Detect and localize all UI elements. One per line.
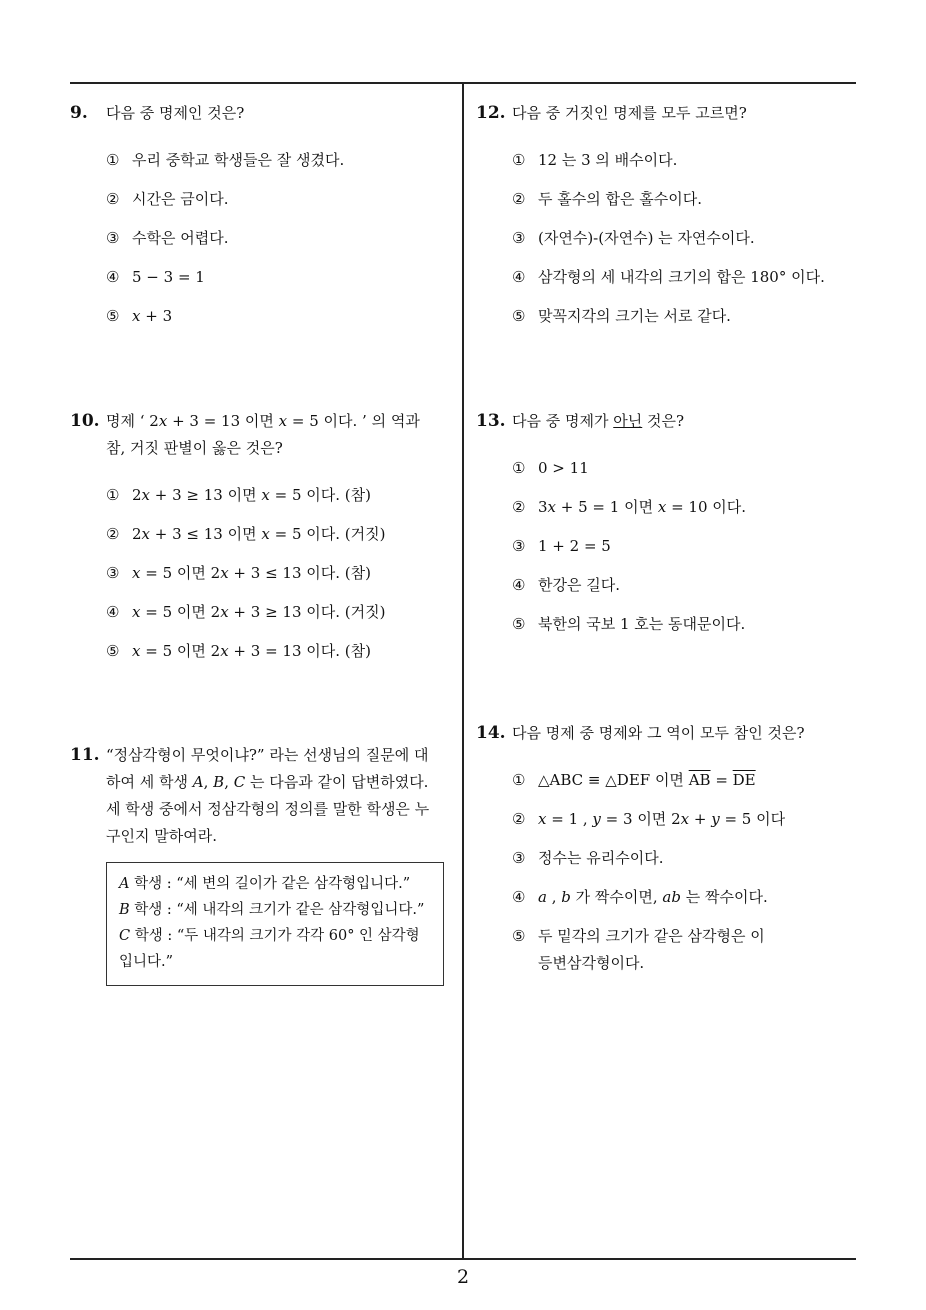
- option-text: 는 짝수이다.: [680, 888, 768, 906]
- box-text: 학생 : “두 내각의 크기가 각각 60° 인 삼각형 입니다.”: [119, 928, 420, 970]
- option-text: =: [710, 771, 733, 789]
- math-var: x: [141, 525, 151, 543]
- stem-text: + 3 = 13 이면: [167, 412, 279, 430]
- option-mark: ⑤: [512, 927, 526, 945]
- option-mark: ①: [106, 151, 120, 169]
- box-text: 학생 : “세 내각의 크기가 같은 삼각형입니다.”: [129, 902, 425, 918]
- option-text: 한강은 길다.: [538, 576, 620, 594]
- option-mark: ③: [512, 229, 526, 247]
- column-divider: [462, 82, 464, 1259]
- question-number: 14.: [476, 723, 506, 743]
- option-text: +: [689, 810, 712, 828]
- option-3[interactable]: [70, 560, 440, 587]
- math-var: x: [158, 412, 168, 430]
- option-text: = 3 이면 2: [600, 810, 681, 828]
- math-var: x: [657, 498, 667, 516]
- option-5[interactable]: [70, 303, 440, 330]
- math-var: x: [261, 486, 270, 504]
- option-text: = 5 이면 2: [140, 603, 221, 621]
- segment-de: $\overline{DE}$: [732, 771, 756, 789]
- math-var: x: [132, 603, 141, 621]
- question-10-stem: [70, 408, 440, 462]
- option-mark: ⑤: [106, 307, 120, 325]
- stem-text: 다음 중 명제가: [512, 412, 614, 430]
- option-2[interactable]: [476, 186, 846, 213]
- math-var: x: [220, 603, 229, 621]
- option-text: (자연수)-(자연수) 는 자연수이다.: [538, 229, 755, 247]
- option-text: 삼각형의 세 내각의 크기의 합은 180° 이다.: [538, 268, 825, 286]
- option-mark: ③: [106, 229, 120, 247]
- option-mark: ②: [512, 498, 526, 516]
- math-var: A: [119, 876, 130, 892]
- option-mark: ⑤: [512, 615, 526, 633]
- stem-text: ,: [203, 773, 214, 791]
- math-var: C: [119, 928, 131, 944]
- answer-box: [106, 862, 444, 986]
- option-text: + 5 = 1 이면: [556, 498, 658, 516]
- option-text: = 1 ,: [546, 810, 593, 828]
- math-var: x: [278, 412, 288, 430]
- option-text: = 5 이면 2: [140, 564, 221, 582]
- question-9: [70, 100, 440, 342]
- option-text: 1 + 2 = 5: [538, 537, 611, 555]
- math-var: x: [220, 564, 229, 582]
- option-text: 시간은 금이다.: [132, 190, 229, 208]
- math-var: x: [132, 307, 141, 325]
- question-11: [70, 742, 440, 986]
- option-text: 맞꼭지각의 크기는 서로 같다.: [538, 307, 731, 325]
- math-var: a: [538, 888, 547, 906]
- option-mark: ③: [512, 849, 526, 867]
- option-text: + 3 ≤ 13 이다. (참): [228, 564, 371, 582]
- option-mark: ③: [512, 537, 526, 555]
- math-var: y: [711, 810, 720, 828]
- option-text: = 10 이다.: [666, 498, 747, 516]
- stem-text: 는 다음과 같이 답변하였다. 세 학생 중에서 정삼각형의 정의를 말한 학생은 누구인지 말하여라.: [106, 773, 430, 845]
- option-text: 두 밑각의 크기가 같은 삼각형은 이등변삼각형이다.: [538, 927, 765, 972]
- option-mark: ①: [106, 486, 120, 504]
- option-text: △ABC ≡ △DEF 이면: [538, 771, 689, 789]
- stem-text: “정삼각형이 무엇이냐?” 라는 선생님의 질문에 대하여 세 학생: [106, 746, 429, 791]
- math-var: x: [261, 525, 270, 543]
- options: [476, 455, 846, 638]
- option-text: + 3: [140, 307, 173, 325]
- question-13-stem: [476, 408, 846, 435]
- math-var: B: [213, 773, 225, 791]
- option-text: = 5 이다. (참): [269, 486, 371, 504]
- question-13: [476, 408, 846, 650]
- option-text: + 3 ≤ 13 이면: [150, 525, 262, 543]
- option-5[interactable]: [70, 638, 440, 665]
- option-text: 우리 중학교 학생들은 잘 생겼다.: [132, 151, 345, 169]
- question-12: [476, 100, 846, 342]
- option-text: + 3 = 13 이다. (참): [228, 642, 371, 660]
- option-text: 수학은 어렵다.: [132, 229, 229, 247]
- student-c-answer: [119, 923, 433, 975]
- question-12-stem: [476, 100, 846, 127]
- box-text: 학생 : “세 변의 길이가 같은 삼각형입니다.”: [129, 876, 411, 892]
- option-text: ,: [546, 888, 562, 906]
- option-mark: ④: [512, 576, 526, 594]
- student-a-answer: [119, 871, 433, 897]
- stem-text: = 5 이다. ’ 의 역과 참, 거짓 판별이 옳은 것은?: [106, 412, 420, 457]
- option-mark: ②: [106, 190, 120, 208]
- option-1[interactable]: [476, 767, 846, 794]
- option-2[interactable]: [70, 521, 440, 548]
- segment-ab: $\overline{AB}$: [688, 771, 711, 789]
- math-var: B: [119, 902, 130, 918]
- option-4[interactable]: [70, 599, 440, 626]
- math-var: y: [592, 810, 601, 828]
- option-text: 5 − 3 = 1: [132, 268, 205, 286]
- option-mark: ②: [106, 525, 120, 543]
- option-text: 정수는 유리수이다.: [538, 849, 664, 867]
- question-9-stem: [70, 100, 440, 127]
- math-var: x: [141, 486, 151, 504]
- question-number: 12.: [476, 103, 506, 123]
- option-5[interactable]: [476, 611, 846, 638]
- stem-text: 것은?: [642, 412, 685, 430]
- option-mark: ⑤: [106, 642, 120, 660]
- option-text: 두 홀수의 합은 홀수이다.: [538, 190, 702, 208]
- option-text: = 5 이다: [719, 810, 786, 828]
- stem-text: ,: [224, 773, 234, 791]
- option-5[interactable]: [476, 923, 768, 977]
- options: [70, 482, 440, 665]
- math-var: b: [561, 888, 571, 906]
- math-var: x: [538, 810, 547, 828]
- option-mark: ①: [512, 459, 526, 477]
- option-3[interactable]: [476, 845, 846, 872]
- option-1[interactable]: [70, 482, 440, 509]
- math-var: A: [192, 773, 204, 791]
- option-mark: ①: [512, 151, 526, 169]
- option-5[interactable]: [476, 303, 846, 330]
- question-number: 11.: [70, 745, 100, 765]
- option-3[interactable]: [476, 225, 846, 252]
- option-4[interactable]: [476, 572, 846, 599]
- option-text: 0 > 11: [538, 459, 589, 477]
- question-11-stem: [70, 742, 440, 850]
- option-text: 2: [132, 525, 142, 543]
- option-4[interactable]: [70, 264, 440, 291]
- option-text: 북한의 국보 1 호는 동대문이다.: [538, 615, 746, 633]
- question-10: [70, 408, 440, 677]
- math-var: x: [132, 642, 141, 660]
- option-text: 3: [538, 498, 548, 516]
- option-mark: ④: [106, 268, 120, 286]
- stem-text: 다음 중 거짓인 명제를 모두 고르면?: [512, 104, 747, 122]
- option-mark: ③: [106, 564, 120, 582]
- option-4[interactable]: [476, 884, 846, 911]
- option-text: = 5 이면 2: [140, 642, 221, 660]
- student-b-answer: [119, 897, 433, 923]
- option-text: + 3 ≥ 13 이다. (거짓): [228, 603, 386, 621]
- option-4[interactable]: [476, 264, 846, 291]
- option-text: = 5 이다. (거짓): [269, 525, 386, 543]
- question-number: 13.: [476, 411, 506, 431]
- option-text: 가 짝수이면,: [570, 888, 663, 906]
- page-number: 2: [456, 1266, 470, 1288]
- option-mark: ②: [512, 190, 526, 208]
- option-mark: ⑤: [512, 307, 526, 325]
- option-text: 2: [132, 486, 142, 504]
- question-14-stem: [476, 720, 846, 747]
- math-var: C: [233, 773, 246, 791]
- stem-text: 다음 명제 중 명제와 그 역이 모두 참인 것은?: [512, 724, 805, 742]
- question-14: [476, 720, 846, 989]
- question-number: 9.: [70, 103, 88, 123]
- option-mark: ①: [512, 771, 526, 789]
- stem-text: 다음 중 명제인 것은?: [106, 104, 245, 122]
- option-2[interactable]: [70, 186, 440, 213]
- bottom-rule: [70, 1258, 856, 1260]
- option-mark: ②: [512, 810, 526, 828]
- math-var: x: [680, 810, 690, 828]
- option-2[interactable]: [476, 494, 846, 521]
- option-mark: ④: [512, 888, 526, 906]
- math-var: x: [220, 642, 229, 660]
- options: [70, 147, 440, 330]
- option-text: 12 는 3 의 배수이다.: [538, 151, 678, 169]
- option-text: + 3 ≥ 13 이면: [150, 486, 262, 504]
- math-var: x: [132, 564, 141, 582]
- option-1[interactable]: [476, 455, 846, 482]
- option-2[interactable]: [476, 806, 846, 833]
- math-var: ab: [662, 888, 681, 906]
- option-3[interactable]: [70, 225, 440, 252]
- option-mark: ④: [512, 268, 526, 286]
- underlined-word: 아닌: [613, 412, 643, 430]
- option-1[interactable]: [70, 147, 440, 174]
- option-mark: ④: [106, 603, 120, 621]
- stem-text: 명제 ‘ 2: [106, 412, 159, 430]
- options: [476, 147, 846, 330]
- options: [476, 767, 846, 977]
- option-3[interactable]: [476, 533, 846, 560]
- math-var: x: [547, 498, 557, 516]
- option-1[interactable]: [476, 147, 846, 174]
- question-number: 10.: [70, 411, 100, 431]
